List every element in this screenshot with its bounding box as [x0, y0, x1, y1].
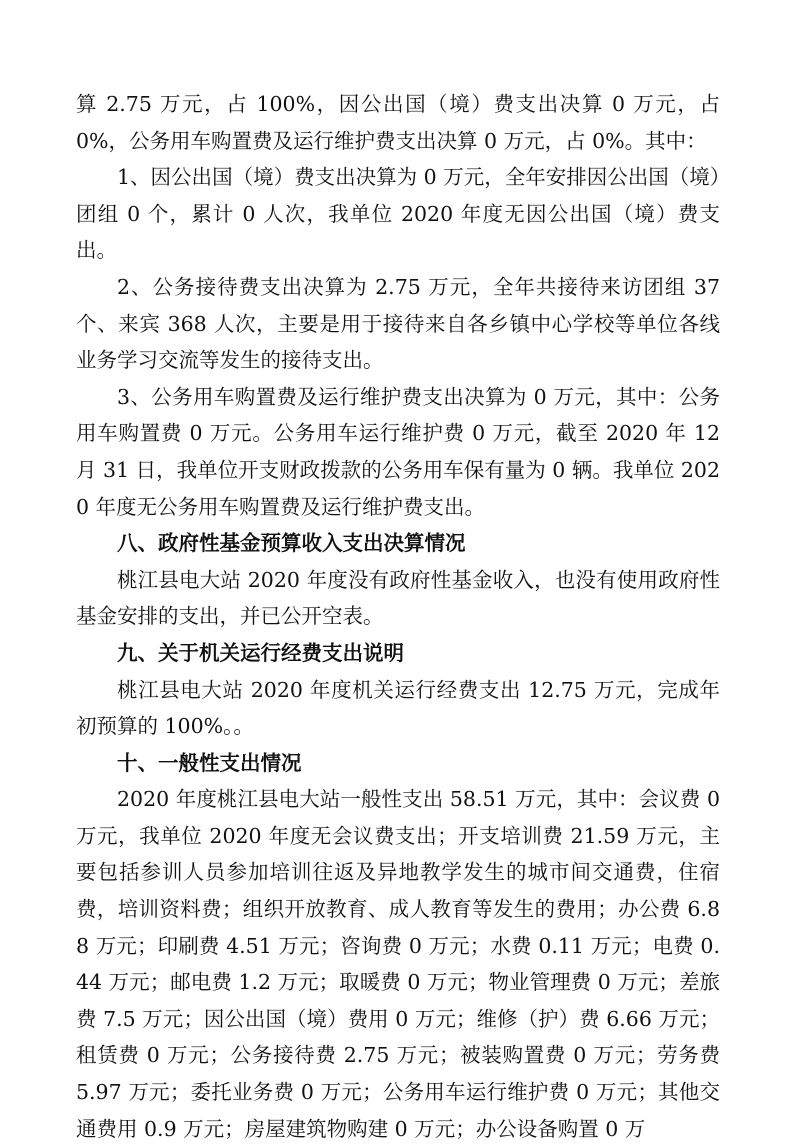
paragraph-item-2: 2、公务接待费支出决算为 2.75 万元，全年共接待来访团组 37 个、来宾 368 人次，主要是用于接待来自各乡镇中心学校等单位各线业务学习交流等发生的接待支出。 [76, 274, 720, 373]
section-heading-8: 八、政府性基金预算收入支出决算情况 [117, 531, 466, 556]
paragraph-section-10: 2020 年度桃江县电大站一般性支出 58.51 万元，其中：会议费 0 万元，我单位 2020 年度无会议费支出；开支培训费 21.59 万元，主要包括参训人员参加培训往返及异地教学发生的城市间交通费，住宿费，培训资料费；组织开放教育、成人教育等发生的费用；办公费 6.88 万元；印刷费 4.51 万元；咨询费 0 万元；水费 0.11 万元；电费 0.44 万元；邮电费 1.2 万元；取暖费 0 万元；物业管理费 0 万元；差旅费 7.5 万元；因公出国（境）费用 0 万元；维修（护）费 6.66 万元；租赁费 0 万元；公务接待费 2.75 万元；被装购置费 0 万元；劳务费 5.97 万元；委托业务费 0 万元；公务用车运行维护费 0 万元；其他交通费用 0.9 万元；房屋建筑物购建 0 万元；办公设备购置 0 万 [76, 787, 720, 1141]
paragraph-section-8: 桃江县电大站 2020 年度没有政府性基金收入，也没有使用政府性基金安排的支出，并已公开空表。 [76, 567, 720, 629]
paragraph-item-3: 3、公务用车购置费及运行维护费支出决算为 0 万元，其中：公务用车购置费 0 万元。公务用车运行维护费 0 万元，截至 2020 年 12 月 31 日，我单位开支财政拨款的公务用车保有量为 0 辆。我单位 2020 年度无公务用车购置费及运行维护费支出。 [76, 384, 720, 519]
section-heading-10: 十、一般性支出情况 [117, 750, 302, 775]
paragraph-section-9: 桃江县电大站 2020 年度机关运行经费支出 12.75 万元，完成年初预算的 100%。。 [76, 677, 720, 739]
paragraph-intro: 算 2.75 万元，占 100%，因公出国（境）费支出决算 0 万元，占 0%，公务用车购置费及运行维护费支出决算 0 万元，占 0%。其中： [76, 92, 720, 153]
section-heading-9: 九、关于机关运行经费支出说明 [117, 640, 404, 665]
document-body [76, 86, 720, 1147]
paragraph-item-1: 1、因公出国（境）费支出决算为 0 万元，全年安排因公出国（境）团组 0 个，累计 0 人次，我单位 2020 年度无因公出国（境）费支出。 [76, 165, 720, 263]
